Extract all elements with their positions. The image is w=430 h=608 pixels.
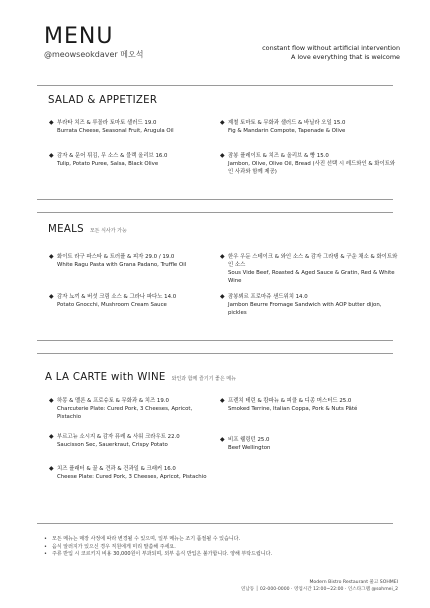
alacarte-title-text: A LA CARTE with WINE [45, 372, 166, 383]
bullet-icon: ◆ [220, 119, 225, 126]
item-name-ko: 프렌치 테린 & 캄파뉴 & 피클 & 디종 머스터드 25.0 [228, 398, 352, 404]
bullet-icon: ◆ [220, 152, 225, 159]
bullet-icon: ◆ [49, 397, 54, 404]
item-name-ko: 하몽 & 멜론 & 프로슈토 & 무화과 & 치즈 19.0 [57, 398, 169, 404]
bullet-icon: ◆ [220, 436, 225, 443]
menu-item [49, 433, 217, 449]
item-name-en: White Ragu Pasta with Grana Padano, Truffle Oil [57, 262, 187, 268]
item-name-en: Jambon, Olive, Olive Oil, Bread (사진 선택 시 레드와인 & 화이트와인 사과와 함께 제공) [228, 161, 396, 175]
meals-note: 모든 식사가 가능 [89, 228, 127, 234]
divider [37, 85, 393, 86]
menu-item [220, 119, 398, 135]
bullet-icon: ◆ [49, 152, 54, 159]
tagline-line-2: A love everything that is welcome [290, 52, 400, 61]
item-name-en: Smoked Terrine, Italian Coppa, Pork & Nuts Pâté [228, 406, 358, 412]
tagline-line-1: constant flow without artificial intervention [262, 44, 400, 52]
item-name-ko: 잠봉 플레이트 & 치즈 & 올리브 & 빵 15.0 [228, 153, 329, 159]
bullet-icon: ◆ [49, 465, 54, 472]
item-name-ko: 부라타 치즈 & 루꼴라 토마토 샐러드 19.0 [57, 120, 157, 126]
note-line: • 주류 반입 시 코르키지 비용 30,000원이 부과되며, 외부 음식 반입은 불가합니다. 양해 부탁드립니다. [44, 551, 272, 559]
item-name-en: Burrata Cheese, Seasonal Fruit, Arugula Oil [57, 128, 174, 134]
item-name-ko: 부르고뉴 소시지 & 감자 퓨레 & 사워 크라우트 22.0 [57, 434, 180, 440]
menu-item [220, 436, 398, 452]
instagram-handle: @meowseokdaver 메오석 [44, 50, 144, 59]
item-name-en: Cheese Plate: Cured Pork, 3 Cheeses, Apricot, Pistachio [57, 474, 207, 480]
menu-item [220, 293, 398, 317]
note-line: • 음식 알러지가 있으신 경우 직원에게 미리 말씀해 주세요. [44, 544, 272, 552]
bullet-icon: ◆ [49, 433, 54, 440]
item-name-ko: 잠봉뵈르 프로마쥬 샌드위치 14.0 [228, 294, 308, 300]
footer-line-2: 연남동 │ 02-000-0000 · 영업시간 12:00~22:00 · 인스타그램 @sohmei_2 [240, 587, 398, 593]
item-name-ko: 비프 웰링턴 25.0 [228, 437, 270, 443]
item-name-en: Sous Vide Beef, Roasted & Aged Sauce & Gratin, Red & White Wine [228, 270, 395, 284]
bullet-icon: ◆ [220, 397, 225, 404]
item-name-en: Jambon Beurre Fromage Sandwich with AOP butter dijon, pickles [228, 302, 382, 316]
section-title-alacarte [45, 372, 236, 383]
menu-item [49, 293, 217, 309]
item-name-en: Potato Gnocchi, Mushroom Cream Sauce [57, 302, 167, 308]
menu-item [49, 253, 217, 269]
meals-title-text: MEALS [48, 224, 84, 235]
divider [37, 353, 393, 354]
item-name-en: Tulip, Potato Puree, Salsa, Black Olive [57, 161, 159, 167]
menu-item [49, 152, 217, 168]
tagline [262, 44, 400, 61]
section-title-salad: SALAD & APPETIZER [48, 95, 158, 106]
menu-item [220, 152, 398, 176]
footer [241, 579, 398, 593]
bullet-icon: ◆ [220, 253, 225, 260]
note-line: • 모든 메뉴는 매장 사정에 따라 변경될 수 있으며, 일부 메뉴는 조기 품절될 수 있습니다. [44, 536, 272, 544]
menu-item [49, 119, 217, 135]
menu-title: MENU [44, 24, 114, 49]
bullet-icon: ◆ [220, 293, 225, 300]
divider [37, 212, 393, 213]
item-name-en: Charcuterie Plate: Cured Pork, 3 Cheeses, Apricot, Pistachio [57, 406, 193, 420]
bullet-icon: ◆ [49, 119, 54, 126]
item-name-ko: 화이트 라구 파스타 & 트러플 & 피자 29.0 / 19.0 [57, 254, 175, 260]
menu-item [49, 397, 217, 421]
item-name-ko: 치즈 플래터 & 꿀 & 견과 & 건과일 & 크래커 16.0 [57, 466, 176, 472]
menu-item [220, 397, 398, 413]
item-name-ko: 감자 & 문어 튀김, 무 소스 & 블랙 올리브 16.0 [57, 153, 168, 159]
item-name-ko: 한우 우둔 스테이크 & 와인 소스 & 감자 그라탱 & 구운 채소 & 화이트와인 소스 [228, 254, 398, 268]
item-name-en: Saucisson Sec, Sauerkraut, Crispy Potato [57, 442, 168, 448]
divider [37, 523, 393, 524]
item-name-en: Beef Wellington [228, 445, 271, 451]
notes [44, 536, 272, 559]
alacarte-note: 와인과 함께 즐기기 좋은 메뉴 [171, 376, 236, 382]
bullet-icon: ◆ [49, 293, 54, 300]
section-title-meals [48, 224, 127, 235]
item-name-ko: 제철 토마토 & 무화과 샐러드 & 바닐라 오일 15.0 [228, 120, 346, 126]
menu-item [49, 465, 217, 481]
divider [37, 340, 393, 341]
item-name-en: Fig & Mandarin Compote, Tapenade & Olive [228, 128, 346, 134]
item-name-ko: 감자 뇨끼 & 버섯 크림 소스 & 그라나 파다노 14.0 [57, 294, 177, 300]
footer-line-1: Modern Bistro Restaurant 물고 SOHMEI [309, 580, 398, 585]
divider [37, 199, 393, 200]
bullet-icon: ◆ [49, 253, 54, 260]
menu-item [220, 253, 398, 285]
